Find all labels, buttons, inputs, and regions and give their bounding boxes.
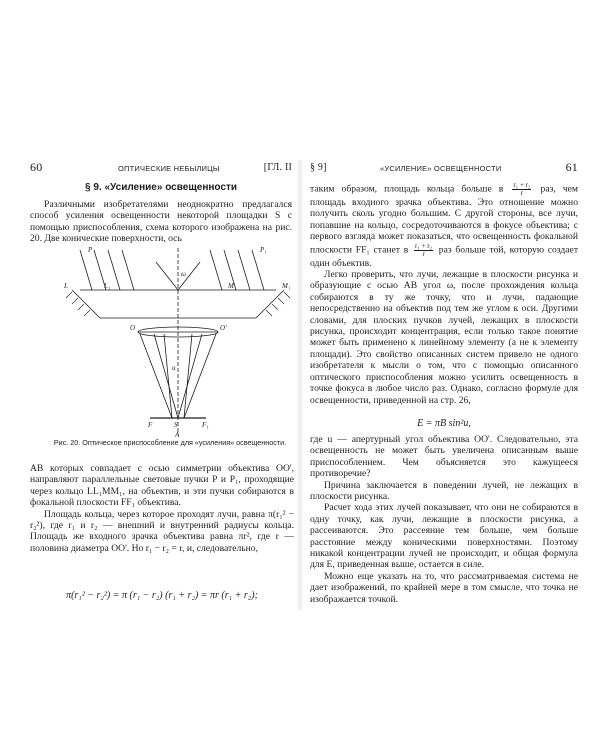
paragraph: Различными изобретателями неоднократно предлагался способ усиления освещенности некоторой площадки S с помощью приспособления, схема которого изображена на рис. 20. Две конические поверхности, ось [30, 199, 292, 245]
paragraph: AB которых совпадает с осью симметрии объектива OO', направляют параллельные световые пучки P и P₁, проходящие через кольцо LL₁MM₁, на объектив, и эти пучки собираются в фокальной плоскости FF₁ объектива. [30, 463, 294, 509]
label-L1: L₁ [104, 282, 111, 290]
label-omega: ω [181, 270, 186, 278]
left-page-number: 60 [30, 160, 43, 174]
label-M: M [228, 282, 234, 290]
right-running-title: «УСИЛЕНИЕ» ОСВЕЩЕННОСТИ [380, 164, 502, 173]
label-S: S [174, 421, 178, 429]
label-P: P [88, 246, 93, 254]
figure-20-diagram [60, 240, 295, 440]
fraction [414, 243, 433, 258]
label-F: F [148, 421, 153, 429]
fraction-denominator: r [422, 249, 425, 258]
text-run: раз, чем площадь входного зрачка объектива. Это отношение можно получить сколь угодно большим. С другой стороны, все лучи, попавшие на кольцо, сосредоточиваются в фокусе объектива; с первого взгляда может показаться, что освещенность фокальной плоскости FF₁ станет в [310, 183, 578, 256]
left-running-title: ОПТИЧЕСКИЕ НЕБЫЛИЦЫ [118, 164, 220, 173]
paragraph: где u — апертурный угол объектива OO'. Следовательно, эта освещенность не может быть увеличена описанным выше приспособлением. Чем объясняется это кажущееся противоречие? [310, 434, 578, 480]
paragraph: Легко проверить, что лучи, лежащие в плоскости рисунка и образующие с осью AB угол ω, после прохождения кольца собираются в ту же точку, что и лучи, падающие непосредственно на объектив под тем же углом к оси. Другими словами, для плоских пучков лучей, лежащих в плоскости рисунка, происходит концентрация, если только такое понятие может быть применено к линейному элементу (а не к элементу площади). Это свойство описанных систем привело не одного изобретателя к мысли о том, что с помощью описанного оптического приспособления можно усилить освещенность в точке фокуса в любое число раз. Однако, согласно формуле для освещенности, приведенной на стр. 26, [310, 269, 578, 406]
left-running-head [30, 162, 292, 176]
section-heading: § 9. «Усиление» освещенности [85, 182, 237, 193]
paragraph: Площадь кольца, через которое проходят лучи, равна π(r₁² − r₂²), где r₁ и r₂ — внешний и внутренний радиусы кольца. Площадь же входного зрачка объектива равна πr², где r — половина диаметра OO'. Но r₁ − r₂ = r, и, следовательно, [30, 508, 294, 554]
fraction-numerator: r₁ + r₂ [513, 181, 531, 189]
right-page [300, 0, 600, 750]
right-page-number: 61 [565, 160, 578, 174]
label-F1: F₁ [202, 421, 209, 429]
fraction-numerator: r₁ + r₂ [415, 241, 433, 250]
fraction-denominator: r [520, 189, 524, 197]
label-L: L [64, 282, 68, 290]
figure-caption: Рис. 20. Оптическое приспособление для «усиления» освещенности. [53, 438, 287, 447]
right-body-2 [310, 434, 578, 605]
left-formula: π(r₁² − r₂²) = π (r₁ − r₂) (r₁ + r₂) = πr (r₁ + r₂); [66, 590, 258, 601]
paragraph: Причина заключается в поведении лучей, не лежащих в плоскости рисунка. [310, 479, 578, 503]
chapter-ref: [ГЛ. II [263, 162, 292, 173]
label-P1: P₁ [260, 246, 267, 254]
text-run: раз больше той, которую создает один объектив. [310, 244, 579, 269]
text-run: таким образом, площадь кольца больше в [310, 183, 504, 195]
left-body [30, 463, 294, 554]
label-O: O [130, 324, 136, 332]
label-M1: M₁ [282, 282, 291, 290]
paragraph: Можно еще указать на то, что рассматриваемая система не дает изображений, по крайней мере в том смысле, что точка не изображается точкой. [310, 570, 578, 605]
paragraph [310, 182, 578, 269]
fraction [512, 182, 531, 197]
right-formula: E = πB sin²u, [417, 418, 471, 429]
right-running-head [310, 162, 578, 176]
label-Oprime: O' [220, 324, 227, 332]
left-para-1 [30, 199, 292, 245]
label-u: u [172, 364, 176, 372]
section-ref: § 9] [310, 162, 327, 173]
right-body [310, 182, 578, 406]
label-A: A [175, 431, 180, 439]
paragraph: Расчет хода этих лучей показывает, что они не собираются в одну точку, как лучи, лежащие в плоскости рисунка, а рассеиваются. Это рассеяние тем больше, чем больше расстояние между коническими поверхностями. Поэтому никакой концентрации лучей не происходит, и общая формула для E, приведенная выше, остается в силе. [310, 502, 578, 571]
